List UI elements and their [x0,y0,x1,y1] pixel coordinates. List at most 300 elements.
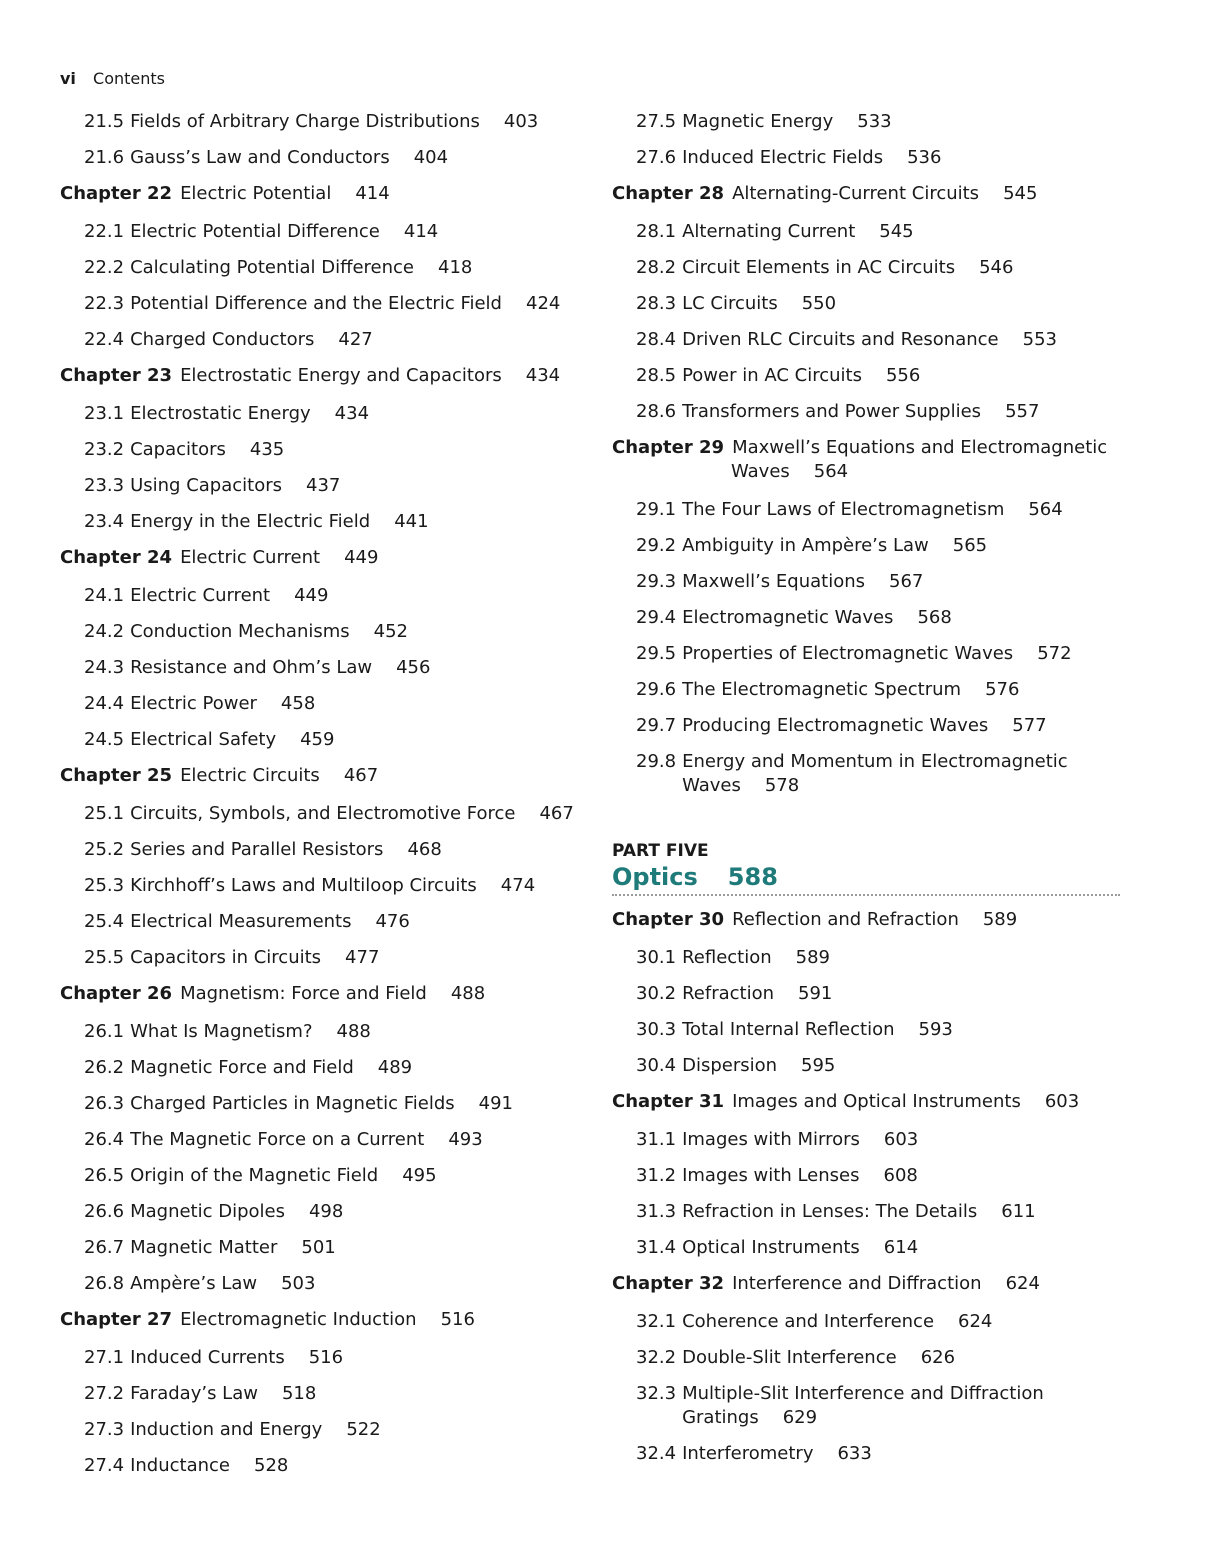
section-page-number: 577 [1012,715,1047,736]
section-number: 30.4 [636,1055,677,1076]
section-title-line [682,570,1120,594]
chapter-title: Maxwell’s Equations and Electromagnetic [732,437,1108,458]
section-number: 26.5 [84,1165,125,1186]
section-title-line [130,1128,600,1152]
section-number: 32.1 [636,1311,677,1332]
section-page-number: 578 [764,775,800,796]
section-title-line [130,584,600,608]
section-number: 24.1 [84,585,125,606]
section-title-line [682,400,1120,424]
section-page-number: 495 [402,1165,437,1186]
section-page-number: 614 [883,1237,919,1258]
section-title-line [130,402,600,426]
section-number: 29.5 [636,643,677,664]
section-page-number: 568 [917,607,952,628]
toc-section-entry [612,146,1120,170]
section-title-line [682,534,1120,558]
toc-section-entry [612,220,1120,244]
section-number: 27.1 [84,1347,125,1368]
chapter-page-number: 488 [450,983,486,1004]
section-title: Series and Parallel Resistors [130,839,384,860]
chapter-sections [612,498,1120,798]
section-page-number: 629 [782,1407,818,1428]
section-number: 23.3 [84,475,125,496]
toc-section-entry [612,946,1120,970]
section-title-line [682,1346,1120,1370]
section-title: Induced Currents [130,1347,285,1368]
section-title-line [130,1020,600,1044]
section-title: Induction and Energy [130,1419,323,1440]
chapter-page-number: 603 [1044,1091,1080,1112]
section-number: 31.2 [636,1165,677,1186]
section-title-line [130,1092,600,1116]
chapter-page-number: 516 [440,1309,475,1330]
section-page-number: 591 [798,983,833,1004]
section-title-line [682,256,1120,280]
section-number: 26.7 [84,1237,125,1258]
section-title-line [130,1418,600,1442]
chapter-sections [612,946,1120,1078]
section-number: 26.8 [84,1273,125,1294]
section-title: Power in AC Circuits [682,365,862,386]
toc-section-entry [60,146,600,170]
toc-section-entry [60,256,600,280]
section-number: 25.4 [84,911,125,932]
toc-section-entry [60,1418,600,1442]
part-label: PART FIVE [612,841,709,861]
chapter-heading [612,908,1120,932]
section-page-number: 474 [500,875,536,896]
toc-section-entry [60,728,600,752]
section-title: Gauss’s Law and Conductors [130,147,390,168]
section-title: Faraday’s Law [130,1383,258,1404]
section-title: Electric Current [130,585,271,606]
continued-sections [612,110,1120,170]
toc-section-entry [612,750,1120,798]
toc-section-entry [612,714,1120,738]
chapter-heading [612,1272,1120,1296]
section-page-number: 564 [1028,499,1063,520]
toc-section-entry [612,1442,1120,1466]
chapter-heading [60,364,600,388]
section-title-line [682,982,1120,1006]
section-title-line [682,750,1120,798]
section-number: 29.4 [636,607,677,628]
section-title: Electrostatic Energy [130,403,311,424]
toc-section-entry [60,474,600,498]
section-page-number: 565 [952,535,988,556]
section-title: Total Internal Reflection [682,1019,895,1040]
toc-section-entry [612,606,1120,630]
section-title-line [130,220,600,244]
chapter-sections [612,1128,1120,1260]
chapter-label: Chapter 32 [612,1273,725,1294]
chapter-label: Chapter 26 [60,983,173,1004]
section-number: 27.6 [636,147,677,168]
section-title-line [682,1236,1120,1260]
section-title-line [682,642,1120,666]
section-title-line [130,910,600,934]
toc-section-entry [60,1236,600,1260]
section-number: 28.4 [636,329,677,350]
section-title-line [682,1054,1120,1078]
section-title-line [130,1164,600,1188]
section-title: Capacitors [130,439,226,460]
section-number: 22.3 [84,293,125,314]
section-number: 29.8 [636,751,677,772]
section-number: 24.3 [84,657,125,678]
section-number: 27.3 [84,1419,125,1440]
section-page-number: 449 [294,585,329,606]
section-number: 31.3 [636,1201,677,1222]
section-title-line [682,1128,1120,1152]
section-title-line [682,606,1120,630]
toc-section-entry [60,1272,600,1296]
section-title: Fields of Arbitrary Charge Distributions [130,111,480,132]
section-page-number: 427 [338,329,373,350]
chapter-title-continuation [612,460,1120,484]
toc-section-entry [60,1128,600,1152]
toc-section-entry [612,642,1120,666]
toc-section-entry [60,1346,600,1370]
toc-section-entry [60,438,600,462]
section-title: Inductance [130,1455,230,1476]
section-page-number: 557 [1005,401,1040,422]
section-page-number: 528 [254,1455,289,1476]
section-page-number: 498 [308,1201,344,1222]
section-title: Producing Electromagnetic Waves [682,715,989,736]
section-title: Calculating Potential Difference [130,257,414,278]
toc-section-entry [60,910,600,934]
section-number: 26.4 [84,1129,125,1150]
chapter-page-number: 467 [343,765,379,786]
chapter-heading [612,1090,1120,1114]
chapter-label: Chapter 25 [60,765,173,786]
toc-section-entry [612,1164,1120,1188]
section-title: Multiple-Slit Interference and Diffraction Gratings [682,1383,1044,1428]
toc-section-entry [612,400,1120,424]
section-title: Driven RLC Circuits and Resonance [682,329,999,350]
section-page-number: 546 [979,257,1014,278]
chapter-sections [612,220,1120,424]
section-page-number: 567 [889,571,924,592]
chapter-title: Electric Circuits [180,765,320,786]
section-title-line [130,692,600,716]
section-number: 24.5 [84,729,125,750]
toc-section-entry [612,1236,1120,1260]
toc-section-entry [612,498,1120,522]
toc-section-entry [60,656,600,680]
toc-section-entry [60,510,600,534]
chapter-label: Chapter 22 [60,183,173,204]
chapter-label: Chapter 23 [60,365,173,386]
section-title-line [130,1056,600,1080]
section-title-line [130,256,600,280]
toc-section-entry [60,1020,600,1044]
chapter-sections [60,584,600,752]
section-title-line [682,110,1120,134]
section-page-number: 404 [413,147,449,168]
chapter-title: Images and Optical Instruments [732,1091,1021,1112]
section-title: LC Circuits [682,293,778,314]
section-number: 23.4 [84,511,125,532]
section-title-line [682,146,1120,170]
section-number: 25.3 [84,875,125,896]
section-number: 27.4 [84,1455,125,1476]
section-title-line [130,328,600,352]
section-number: 28.2 [636,257,677,278]
toc-section-entry [612,1054,1120,1078]
section-title: Ampère’s Law [130,1273,258,1294]
chapter-title: Electric Current [180,547,321,568]
section-title-line [682,1200,1120,1224]
section-title-line [130,1454,600,1478]
section-page-number: 476 [375,911,410,932]
chapter-sections [60,220,600,352]
section-page-number: 403 [503,111,539,132]
section-page-number: 522 [346,1419,381,1440]
toc-section-entry [60,1200,600,1224]
section-number: 24.2 [84,621,125,642]
section-title-line [682,328,1120,352]
chapter-label: Chapter 27 [60,1309,173,1330]
section-title: Ambiguity in Ampère’s Law [682,535,929,556]
toc-section-entry [612,364,1120,388]
section-title: Magnetic Energy [682,111,834,132]
section-page-number: 633 [837,1443,872,1464]
section-title: Electric Power [130,693,257,714]
section-title: Capacitors in Circuits [130,947,322,968]
section-title: Electric Potential Difference [130,221,380,242]
section-page-number: 441 [394,511,429,532]
section-page-number: 458 [280,693,316,714]
section-number: 28.5 [636,365,677,386]
running-title: Contents [93,69,165,88]
section-page-number: 626 [920,1347,956,1368]
chapter-label: Chapter 28 [612,183,725,204]
toc-section-entry [612,1310,1120,1334]
section-page-number: 501 [301,1237,336,1258]
section-page-number: 493 [448,1129,483,1150]
section-title-line [130,728,600,752]
running-header [60,69,165,88]
section-page-number: 545 [879,221,914,242]
section-title: Electrical Measurements [130,911,352,932]
section-page-number: 459 [300,729,335,750]
toc-section-entry [612,1346,1120,1370]
toc-section-entry [612,1382,1120,1430]
part-title [612,862,1120,896]
section-page-number: 424 [526,293,561,314]
section-number: 25.2 [84,839,125,860]
chapter-heading [60,546,600,570]
section-page-number: 488 [336,1021,371,1042]
part-title-text: Optics [612,863,698,891]
section-title-line [130,510,600,534]
section-title: What Is Magnetism? [130,1021,313,1042]
toc-section-entry [612,534,1120,558]
section-number: 22.1 [84,221,125,242]
toc-section-entry [60,110,600,134]
section-title-line [130,656,600,680]
section-number: 28.3 [636,293,677,314]
toc-section-entry [60,220,600,244]
section-number: 26.6 [84,1201,125,1222]
chapter-title: Reflection and Refraction [732,909,959,930]
section-title-line [682,678,1120,702]
section-page-number: 467 [539,803,574,824]
section-page-number: 489 [377,1057,413,1078]
section-number: 26.2 [84,1057,125,1078]
section-page-number: 624 [958,1311,993,1332]
section-title-line [130,946,600,970]
toc-section-entry [60,328,600,352]
chapter-title: Magnetism: Force and Field [180,983,427,1004]
section-title: Double-Slit Interference [682,1347,897,1368]
chapter-heading [60,1308,600,1332]
section-title: Maxwell’s Equations [682,571,866,592]
section-title: Transformers and Power Supplies [682,401,982,422]
chapter-heading [612,182,1120,206]
chapter-title: Alternating-Current Circuits [732,183,980,204]
section-page-number: 518 [281,1383,317,1404]
section-title-line [130,874,600,898]
section-title: Energy and Momentum in Electromagnetic Waves [682,751,1068,796]
section-page-number: 503 [281,1273,316,1294]
section-title-line [682,1018,1120,1042]
section-title: The Electromagnetic Spectrum [682,679,962,700]
section-title: Reflection [682,947,772,968]
section-number: 28.1 [636,221,677,242]
toc-section-entry [60,838,600,862]
section-title: Origin of the Magnetic Field [130,1165,379,1186]
section-page-number: 556 [885,365,921,386]
toc-section-entry [60,692,600,716]
chapter-list [60,182,600,1478]
section-page-number: 589 [795,947,830,968]
section-number: 32.3 [636,1383,677,1404]
section-title-line [682,1442,1120,1466]
section-number: 24.4 [84,693,125,714]
toc-section-entry [612,328,1120,352]
chapter-title-line2: Waves [731,461,790,482]
section-page-number: 603 [883,1129,919,1150]
section-title: Refraction in Lenses: The Details [682,1201,978,1222]
section-title: The Four Laws of Electromagnetism [682,499,1005,520]
chapter-title: Electric Potential [180,183,332,204]
section-title-line [130,1382,600,1406]
toc-section-entry [60,402,600,426]
continued-sections [60,110,600,170]
section-title-line [130,620,600,644]
chapter-heading [60,182,600,206]
section-title: Interferometry [682,1443,814,1464]
section-title: Images with Mirrors [682,1129,860,1150]
section-title: Magnetic Force and Field [130,1057,354,1078]
section-title-line [130,838,600,862]
section-page-number: 435 [249,439,285,460]
section-number: 31.1 [636,1129,677,1150]
section-title-line [130,1200,600,1224]
section-title: Circuit Elements in AC Circuits [682,257,956,278]
section-title: Refraction [682,983,774,1004]
chapter-page-number: 589 [982,909,1018,930]
section-page-number: 611 [1001,1201,1036,1222]
section-page-number: 576 [985,679,1020,700]
toc-section-entry [612,570,1120,594]
page-number: vi [60,69,76,88]
section-number: 22.4 [84,329,125,350]
toc-section-entry [612,256,1120,280]
toc-section-entry [60,292,600,316]
section-title: Magnetic Matter [130,1237,278,1258]
section-title-line [682,1310,1120,1334]
section-page-number: 536 [907,147,942,168]
section-page-number: 516 [308,1347,344,1368]
chapter-heading [60,982,600,1006]
section-number: 29.7 [636,715,677,736]
section-title: Magnetic Dipoles [130,1201,285,1222]
chapter-label: Chapter 31 [612,1091,725,1112]
section-title: Optical Instruments [682,1237,860,1258]
toc-section-entry [612,110,1120,134]
section-number: 21.6 [84,147,125,168]
section-page-number: 437 [306,475,341,496]
section-page-number: 477 [345,947,380,968]
section-number: 26.3 [84,1093,125,1114]
section-page-number: 491 [478,1093,513,1114]
section-title: Potential Difference and the Electric Field [130,293,502,314]
section-number: 29.6 [636,679,677,700]
section-number: 31.4 [636,1237,677,1258]
toc-section-entry [612,1200,1120,1224]
section-title-line [682,498,1120,522]
toc-section-entry [60,1092,600,1116]
section-page-number: 593 [918,1019,953,1040]
chapter-sections [60,1020,600,1296]
section-title-line [130,1346,600,1370]
section-title: Charged Particles in Magnetic Fields [130,1093,455,1114]
section-page-number: 553 [1022,329,1057,350]
section-title-line [682,292,1120,316]
chapter-heading [60,764,600,788]
toc-section-entry [60,946,600,970]
toc-section-entry [612,292,1120,316]
toc-section-entry [60,802,600,826]
chapter-label: Chapter 29 [612,437,725,458]
section-number: 27.5 [636,111,677,132]
section-title: Kirchhoff’s Laws and Multiloop Circuits [130,875,477,896]
part-page-number: 588 [727,863,778,891]
toc-section-entry [60,1382,600,1406]
section-title-line [130,474,600,498]
section-title: Circuits, Symbols, and Electromotive Force [130,803,516,824]
section-number: 32.4 [636,1443,677,1464]
section-title-line [682,946,1120,970]
section-number: 30.3 [636,1019,677,1040]
toc-section-entry [612,678,1120,702]
section-title: Images with Lenses [682,1165,860,1186]
section-title-line [130,438,600,462]
section-number: 29.2 [636,535,677,556]
section-page-number: 418 [438,257,473,278]
section-title: Electromagnetic Waves [682,607,894,628]
toc-section-entry [60,620,600,644]
chapter-heading [612,436,1120,484]
section-title: Alternating Current [682,221,856,242]
section-page-number: 414 [403,221,439,242]
chapter-title: Interference and Diffraction [732,1273,982,1294]
